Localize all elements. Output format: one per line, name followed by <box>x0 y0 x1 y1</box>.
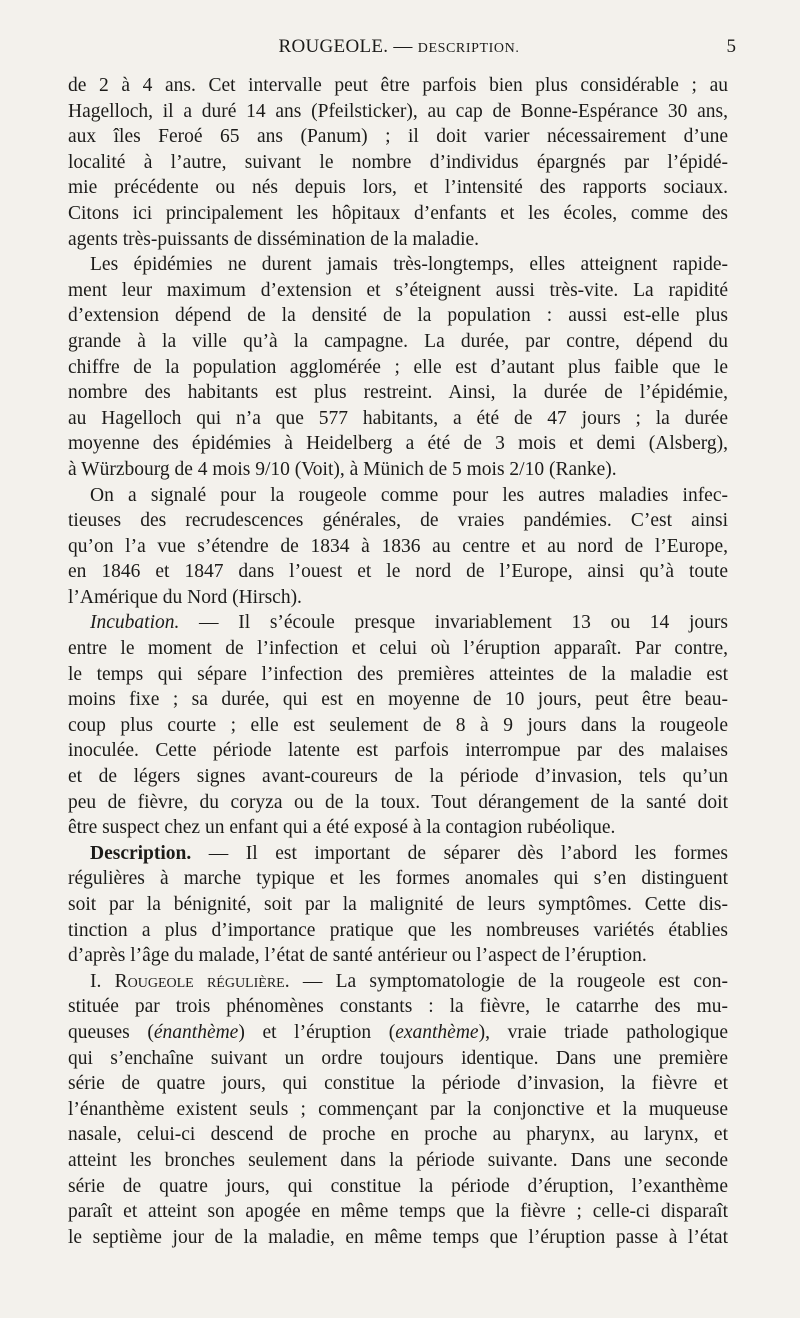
text-line <box>68 713 728 739</box>
text-run-bold: Description. <box>90 842 192 864</box>
text-run: qui s’enchaîne suivant un ordre toujours identique. Dans une première <box>68 1047 728 1069</box>
running-header <box>62 36 736 62</box>
text-line <box>68 1148 728 1174</box>
text-run: localité à l’autre, suivant le nombre d’individus épargnés par l’épidé- <box>68 151 728 173</box>
text-line <box>68 790 728 816</box>
text-run: être suspect chez un enfant qui a été exposé à la contagion rubéolique. <box>68 817 616 839</box>
text-run-smallcaps: Rougeole régulière. <box>114 970 290 992</box>
text-run: aux îles Feroé 65 ans (Panum) ; il doit varier nécessairement d’une <box>68 126 728 148</box>
text-line <box>68 406 728 432</box>
text-run: — Il s’écoule presque invariablement 13 ou 14 jours <box>179 612 728 634</box>
text-run-italic: énanthème <box>153 1021 239 1043</box>
text-run: entre le moment de l’infection et celui où l’éruption apparaît. Par contre, <box>68 638 728 660</box>
text-line <box>68 815 728 841</box>
text-line <box>68 124 728 150</box>
text-run: ), vraie triade pathologique <box>478 1021 729 1043</box>
text-run: d’après l’âge du malade, l’état de santé antérieur ou l’aspect de l’éruption. <box>68 945 647 967</box>
text-run: agents très-puissants de dissémination de la maladie. <box>68 228 480 250</box>
text-line <box>68 687 728 713</box>
text-run: On a signalé pour la rougeole comme pour les autres maladies infec- <box>90 484 728 506</box>
text-line <box>68 585 728 611</box>
text-run: coup plus courte ; elle est seulement de 8 à 9 jours dans la rougeole <box>68 714 728 736</box>
text-line <box>68 1225 728 1251</box>
text-line <box>68 355 728 381</box>
text-line <box>68 1046 728 1072</box>
body-text <box>68 73 728 1250</box>
text-run: tinction a plus d’importance pratique que les nombreuses variétés établies <box>68 919 728 941</box>
text-line <box>68 1097 728 1123</box>
text-line <box>68 534 728 560</box>
section-title: DESCRIPTION. <box>417 41 520 56</box>
text-run: et de légers signes avant-coureurs de la période d’invasion, tels qu’un <box>68 766 728 788</box>
text-run: Hagelloch, il a duré 14 ans (Pfeilsticker), au cap de Bonne-Espérance 30 ans, <box>68 100 728 122</box>
text-run-italic: exanthème <box>395 1021 479 1043</box>
text-run: en 1846 et 1847 dans l’ouest et le nord de l’Europe, ainsi qu’à toute <box>68 561 728 583</box>
text-line <box>68 457 728 483</box>
text-line <box>68 1174 728 1200</box>
page-number: 5 <box>726 36 736 57</box>
text-line <box>68 841 728 867</box>
text-line <box>68 201 728 227</box>
text-run: chiffre de la population agglomérée ; elle est d’autant plus faible que le <box>68 356 728 378</box>
text-line <box>68 918 728 944</box>
text-line <box>68 943 728 969</box>
text-run: au Hagelloch qui n’a que 577 habitants, a été de 47 jours ; la durée <box>68 407 728 429</box>
text-line <box>68 483 728 509</box>
text-line <box>68 508 728 534</box>
text-line <box>68 227 728 253</box>
text-line <box>68 764 728 790</box>
text-line <box>68 559 728 585</box>
text-run: paraît et atteint son apogée en même temps que la fièvre ; celle-ci disparaît <box>68 1201 728 1223</box>
text-line <box>68 175 728 201</box>
text-run: inoculée. Cette période latente est parfois interrompue par des malaises <box>68 740 728 762</box>
title-dash: — <box>388 36 418 57</box>
text-run: le temps qui sépare l’infection des premières atteintes de la maladie est <box>68 663 728 685</box>
text-run: — La symptomatologie de la rougeole est con- <box>289 970 728 992</box>
text-line <box>68 892 728 918</box>
text-run: l’énanthème existent seuls ; commençant par la conjonctive et la muqueuse <box>68 1098 728 1120</box>
text-line <box>68 1071 728 1097</box>
text-run: ) et l’éruption ( <box>238 1021 396 1043</box>
text-run: grande à la ville qu’à la campagne. La durée, par contre, dépend du <box>68 330 728 352</box>
text-run: nasale, celui-ci descend de proche en proche au pharynx, au larynx, et <box>68 1124 728 1146</box>
text-run: peu de fièvre, du coryza ou de la toux. Tout dérangement de la santé doit <box>68 791 728 813</box>
text-run: — Il est important de séparer dès l’abord les formes <box>191 842 728 864</box>
text-run: à Würzbourg de 4 mois 9/10 (Voit), à Münich de 5 mois 2/10 (Ranke). <box>68 458 617 480</box>
text-line <box>68 738 728 764</box>
text-line <box>68 994 728 1020</box>
text-line <box>68 1020 728 1046</box>
text-line <box>68 866 728 892</box>
text-line <box>68 303 728 329</box>
text-line <box>68 610 728 636</box>
text-line <box>68 73 728 99</box>
text-line <box>68 636 728 662</box>
text-run: nombre des habitants est plus restreint. Ainsi, la durée de l’épidémie, <box>68 382 728 404</box>
text-run: ment leur maximum d’extension et s’éteignent aussi très-vite. La rapidité <box>68 279 728 301</box>
text-line <box>68 252 728 278</box>
text-run: série de quatre jours, qui constitue la période d’éruption, l’exanthème <box>68 1175 728 1197</box>
text-run: de 2 à 4 ans. Cet intervalle peut être parfois bien plus considérable ; au <box>68 75 728 96</box>
text-run: soit par la bénignité, soit par la malignité de leurs symptômes. Cette dis- <box>68 894 728 915</box>
text-line <box>68 278 728 304</box>
text-line <box>68 1199 728 1225</box>
running-title <box>62 36 736 58</box>
text-run: atteint les bronches seulement dans la période suivante. Dans une seconde <box>68 1149 728 1171</box>
text-run: moyenne des épidémies à Heidelberg a été de 3 mois et demi (Alsberg), <box>68 433 728 455</box>
text-line <box>68 150 728 176</box>
text-run-italic: Incubation. <box>90 612 180 634</box>
text-run: moins fixe ; sa durée, qui est en moyenne de 10 jours, peut être beau- <box>68 689 728 711</box>
text-run: mie précédente ou nés depuis lors, et l’intensité des rapports sociaux. <box>68 177 728 199</box>
text-run: I. <box>90 970 115 992</box>
text-run: Citons ici principalement les hôpitaux d’enfants et les écoles, comme des <box>68 202 728 224</box>
text-line <box>68 1122 728 1148</box>
text-run: stituée par trois phénomènes constants : la fièvre, le catarrhe des mu- <box>68 996 728 1018</box>
text-run: qu’on l’a vue s’étendre de 1834 à 1836 au centre et au nord de l’Europe, <box>68 535 728 557</box>
text-run: le septième jour de la maladie, en même temps que l’éruption passe à l’état <box>68 1226 728 1248</box>
text-run: queuses ( <box>68 1021 154 1043</box>
text-line <box>68 380 728 406</box>
text-run: régulières à marche typique et les formes anomales qui s’en distinguent <box>68 868 728 890</box>
text-line <box>68 99 728 125</box>
text-run: l’Amérique du Nord (Hirsch). <box>68 586 302 608</box>
text-run: série de quatre jours, qui constitue la période d’invasion, la fièvre et <box>68 1073 728 1095</box>
text-run: d’extension dépend de la densité de la population : aussi est-elle plus <box>68 305 728 327</box>
text-line <box>68 431 728 457</box>
chapter-title: ROUGEOLE. <box>278 36 389 57</box>
text-line <box>68 969 728 995</box>
text-line <box>68 662 728 688</box>
text-line <box>68 329 728 355</box>
text-run: Les épidémies ne durent jamais très-longtemps, elles atteignent rapide- <box>90 254 728 276</box>
text-run: tieuses des recrudescences générales, de vraies pandémies. C’est ainsi <box>68 510 728 532</box>
